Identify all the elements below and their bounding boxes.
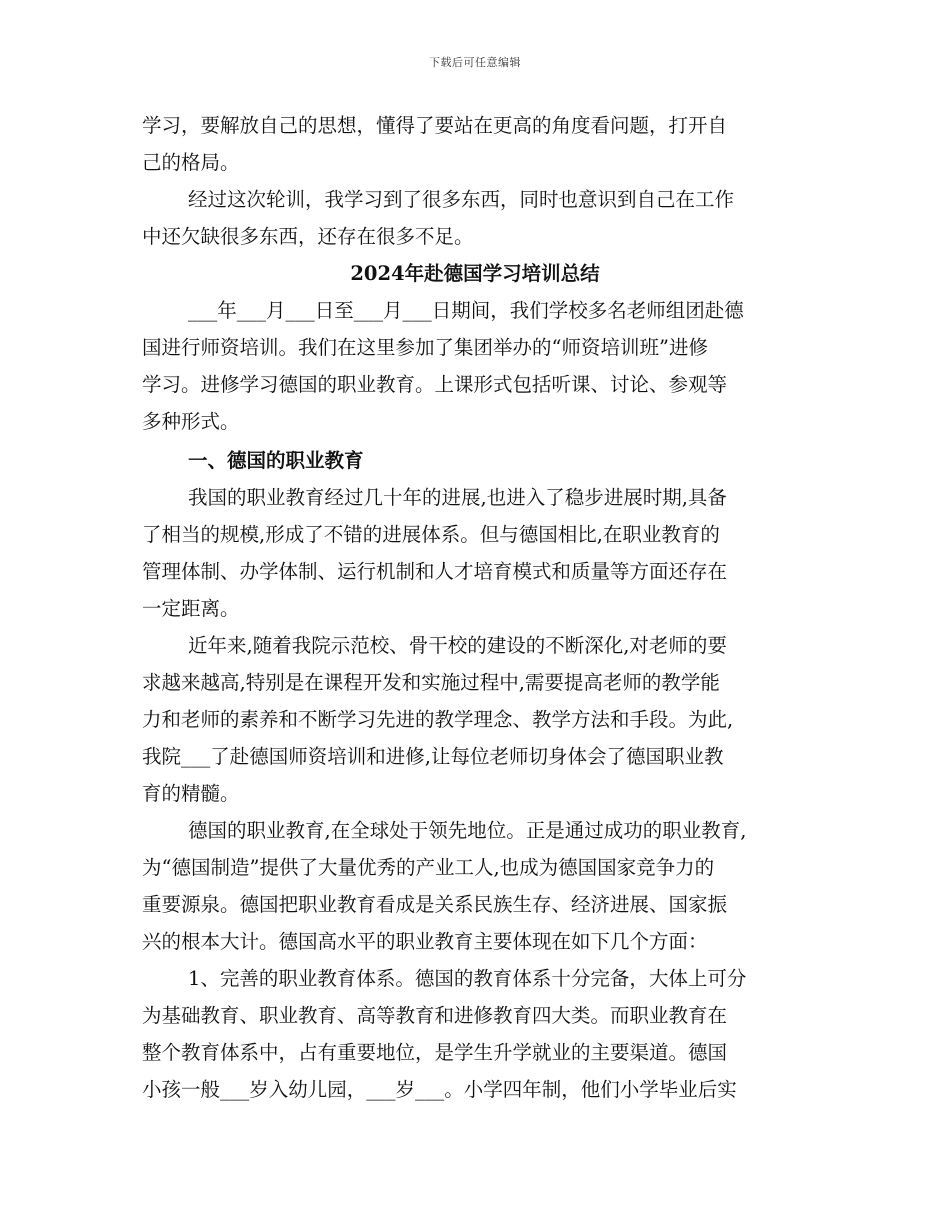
paragraph-line: 我国的职业教育经过几十年的进展,也进入了稳步进展时期,具备 <box>188 486 727 509</box>
paragraph-line: 为基础教育、职业教育、高等教育和进修教育四大类。而职业教育在 <box>142 1004 728 1027</box>
paragraph-line: 经过这次轮训，我学习到了很多东西，同时也意识到自己在工作 <box>188 188 735 211</box>
paragraph-line: 学习。进修学习德国的职业教育。上课形式包括听课、讨论、参观等 <box>142 373 728 396</box>
paragraph-line: 管理体制、办学体制、运行机制和人才培育模式和质量等方面还存在 <box>142 560 728 583</box>
paragraph-line: 1、完善的职业教育体系。德国的教育体系十分完备，大体上可分 <box>188 967 747 990</box>
paragraph-line: 育的精髓。 <box>142 782 240 805</box>
paragraph-line: 力和老师的素养和不断学习先进的教学理念、教学方法和手段。为此, <box>142 708 734 731</box>
page-header: 下载后可任意编辑 <box>429 56 521 69</box>
paragraph-line: 兴的根本大计。德国高水平的职业教育主要体现在如下几个方面： <box>142 930 708 953</box>
paragraph-line: 中还欠缺很多东西，还存在很多不足。 <box>142 225 474 248</box>
paragraph-line: 一定距离。 <box>142 597 240 620</box>
paragraph-line: 我院___了赴德国师资培训和进修,让每位老师切身体会了德国职业教 <box>142 745 724 768</box>
paragraph-line: 了相当的规模,形成了不错的进展体系。但与德国相比,在职业教育的 <box>142 523 720 546</box>
paragraph-line: 重要源泉。德国把职业教育看成是关系民族生存、经济进展、国家振 <box>142 893 728 916</box>
paragraph-line: 求越来越高,特别是在课程开发和实施过程中,需要提高老师的教学能 <box>142 671 720 694</box>
paragraph-line: 学习，要解放自己的思想，懂得了要站在更高的角度看问题，打开自 <box>142 114 728 137</box>
section-heading: 一、德国的职业教育 <box>188 449 364 472</box>
document-title: 2024年赴德国学习培训总结 <box>350 262 600 285</box>
paragraph-line: 己的格局。 <box>142 151 240 174</box>
paragraph-line: 多种形式。 <box>142 410 240 433</box>
paragraph-line: 国进行师资培训。我们在这里参加了集团举办的“师资培训班”进修 <box>142 336 708 359</box>
paragraph-line: ___年___月___日至___月___日期间，我们学校多名老师组团赴德 <box>188 299 744 322</box>
paragraph-line: 近年来,随着我院示范校、骨干校的建设的不断深化,对老师的要 <box>188 634 727 657</box>
paragraph-line: 德国的职业教育,在全球处于领先地位。正是通过成功的职业教育, <box>188 819 747 842</box>
paragraph-line: 整个教育体系中，占有重要地位，是学生升学就业的主要渠道。德国 <box>142 1041 728 1064</box>
paragraph-line: 小孩一般___岁入幼儿园，___岁___。小学四年制，他们小学毕业后实 <box>142 1078 737 1101</box>
paragraph-line: 为“德国制造”提供了大量优秀的产业工人,也成为德国国家竞争力的 <box>142 856 715 879</box>
